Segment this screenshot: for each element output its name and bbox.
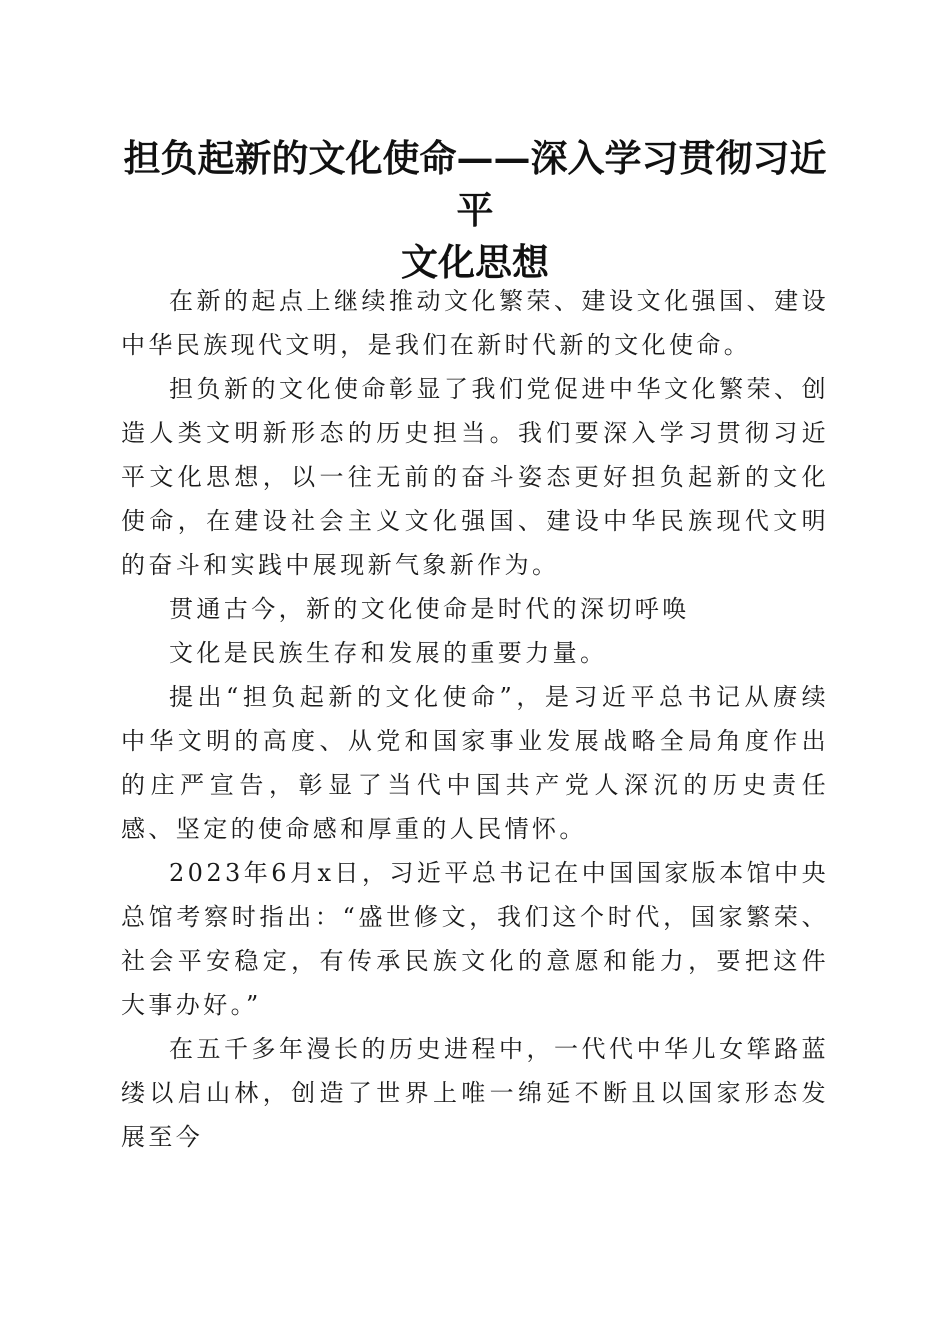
title-line-2: 文化思想 xyxy=(401,240,549,284)
document-body xyxy=(121,279,829,1159)
paragraph: 在五千多年漫长的历史进程中，一代代中华儿女筚路蓝缕以启山林，创造了世界上唯一绵延不断且以国家形态发展至今 xyxy=(121,1035,829,1151)
section-heading: 贯通古今，新的文化使命是时代的深切呼唤 xyxy=(169,595,690,623)
title-line-1: 担负起新的文化使命——深入学习贯彻习近平 xyxy=(123,136,827,232)
paragraph: 提出“担负起新的文化使命”，是习近平总书记从赓续中华文明的高度、从党和国家事业发展战略全局角度作出的庄严宣告，彰显了当代中国共产党人深沉的历史责任感、坚定的使命感和厚重的人民情怀。 xyxy=(121,683,829,843)
paragraph: 文化是民族生存和发展的重要力量。 xyxy=(169,639,608,667)
paragraph: 2023年6月x日，习近平总书记在中国国家版本馆中央总馆考察时指出：“盛世修文，我们这个时代，国家繁荣、社会平安稳定，有传承民族文化的意愿和能力，要把这件大事办好。” xyxy=(121,859,829,1019)
paragraph: 在新的起点上继续推动文化繁荣、建设文化强国、建设中华民族现代文明，是我们在新时代新的文化使命。 xyxy=(121,287,829,359)
paragraph: 担负新的文化使命彰显了我们党促进中华文化繁荣、创造人类文明新形态的历史担当。我们要深入学习贯彻习近平文化思想，以一往无前的奋斗姿态更好担负起新的文化使命，在建设社会主义文化强国、建设中华民族现代文明的奋斗和实践中展现新气象新作为。 xyxy=(121,375,829,579)
document-title xyxy=(110,132,840,288)
